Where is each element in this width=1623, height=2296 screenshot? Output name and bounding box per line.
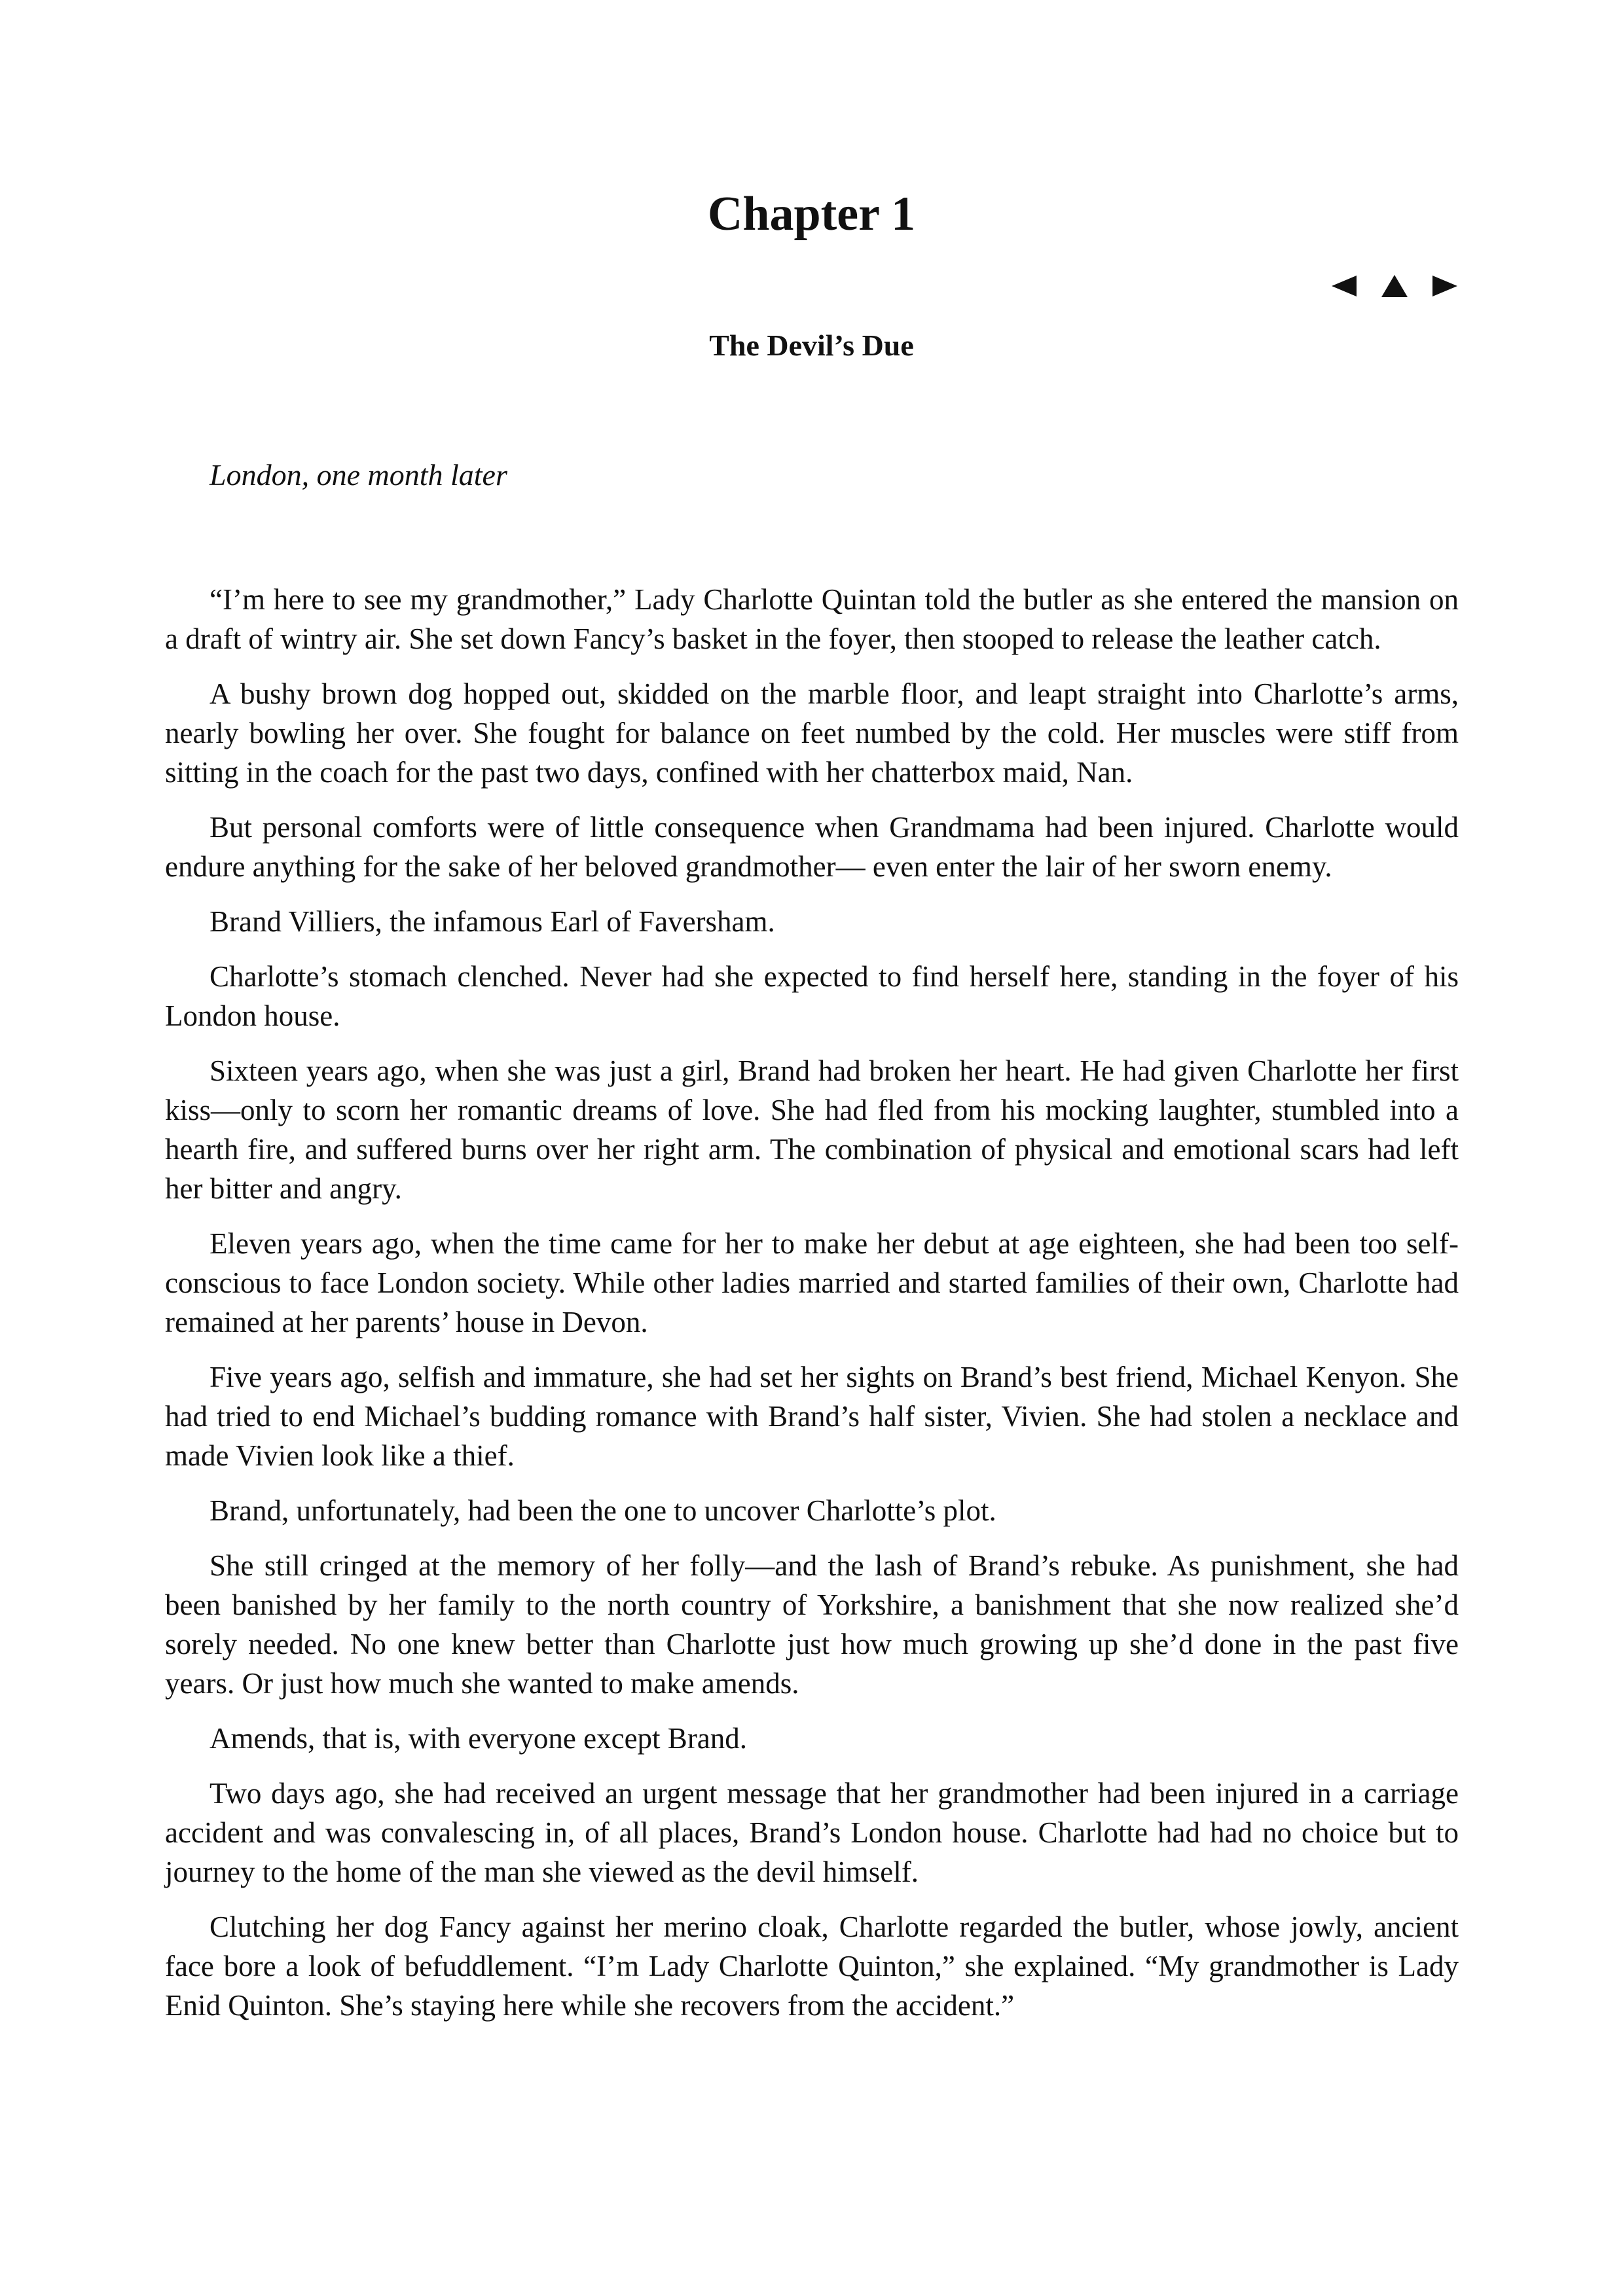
paragraph: Charlotte’s stomach clenched. Never had she expected to find herself here, standing in the foyer of his London house. [165,960,1459,1032]
paragraph: “I’m here to see my grandmother,” Lady Charlotte Quintan told the butler as she entered the mansion on a draft of wintry air. She set down Fancy’s basket in the foyer, then stooped to release the leather catch. [165,583,1459,655]
chapter-body [165,580,1459,2041]
previous-page-button[interactable] [1329,273,1359,299]
paragraph: Five years ago, selfish and immature, she had set her sights on Brand’s best friend, Michael Kenyon. She had tried to end Michael’s budding romance with Brand’s half sister, Vivien. She had stolen a necklace and made Vivien look like a thief. [165,1361,1459,1472]
triangle-left-icon [1329,273,1359,299]
dateline: London, one month later [210,458,507,492]
chapter-title: Chapter 1 [707,187,916,241]
triangle-up-icon [1379,273,1410,299]
paragraph: Two days ago, she had received an urgent message that her grandmother had been injured in a carriage accident and was convalescing in, of all places, Brand’s London house. Charlotte had had no choice but to journey to the home of the man she viewed as the devil himself. [165,1777,1459,1888]
page-navigation [1329,270,1460,302]
table-of-contents-button[interactable] [1379,273,1410,299]
paragraph: Amends, that is, with everyone except Brand. [210,1722,748,1755]
triangle-right-icon [1430,273,1460,299]
paragraph: A bushy brown dog hopped out, skidded on the marble floor, and leapt straight into Charlotte’s arms, nearly bowling her over. She fought for balance on feet numbed by the cold. Her muscles were stiff from sitting in the coach for the past two days, confined with her chatterbox maid, Nan. [165,677,1459,789]
paragraph: Brand Villiers, the infamous Earl of Faversham. [210,905,775,938]
paragraph: Eleven years ago, when the time came for her to make her debut at age eighteen, she had been too self-conscious to face London society. While other ladies married and started families of their own, Charlotte had remained at her parents’ house in Devon. [165,1227,1459,1338]
paragraph: Sixteen years ago, when she was just a girl, Brand had broken her heart. He had given Charlotte her first kiss—only to scorn her romantic dreams of love. She had fled from his mocking laughter, stumbled into a hearth fire, and suffered burns over her right arm. The combination of physical and emotional scars had left her bitter and angry. [165,1054,1459,1205]
chapter-subtitle: The Devil’s Due [709,329,914,362]
paragraph: But personal comforts were of little consequence when Grandmama had been injured. Charlotte would endure anything for the sake of her beloved grandmother— even enter the lair of her sworn enemy. [165,811,1459,883]
paragraph: Brand, unfortunately, had been the one to uncover Charlotte’s plot. [210,1494,996,1527]
paragraph: Clutching her dog Fancy against her merino cloak, Charlotte regarded the butler, whose jowly, ancient face bore a look of befuddlement. “I’m Lady Charlotte Quinton,” she explained. “My grandmother is Lady Enid Quinton. She’s staying here while she recovers from the accident.” [165,1910,1459,2022]
paragraph: She still cringed at the memory of her folly—and the lash of Brand’s rebuke. As punishment, she had been banished by her family to the north country of Yorkshire, a banishment that she now realized she’d sorely needed. No one knew better than Charlotte just how much growing up she’d done in the past five years. Or just how much she wanted to make amends. [165,1549,1459,1700]
next-page-button[interactable] [1430,273,1460,299]
